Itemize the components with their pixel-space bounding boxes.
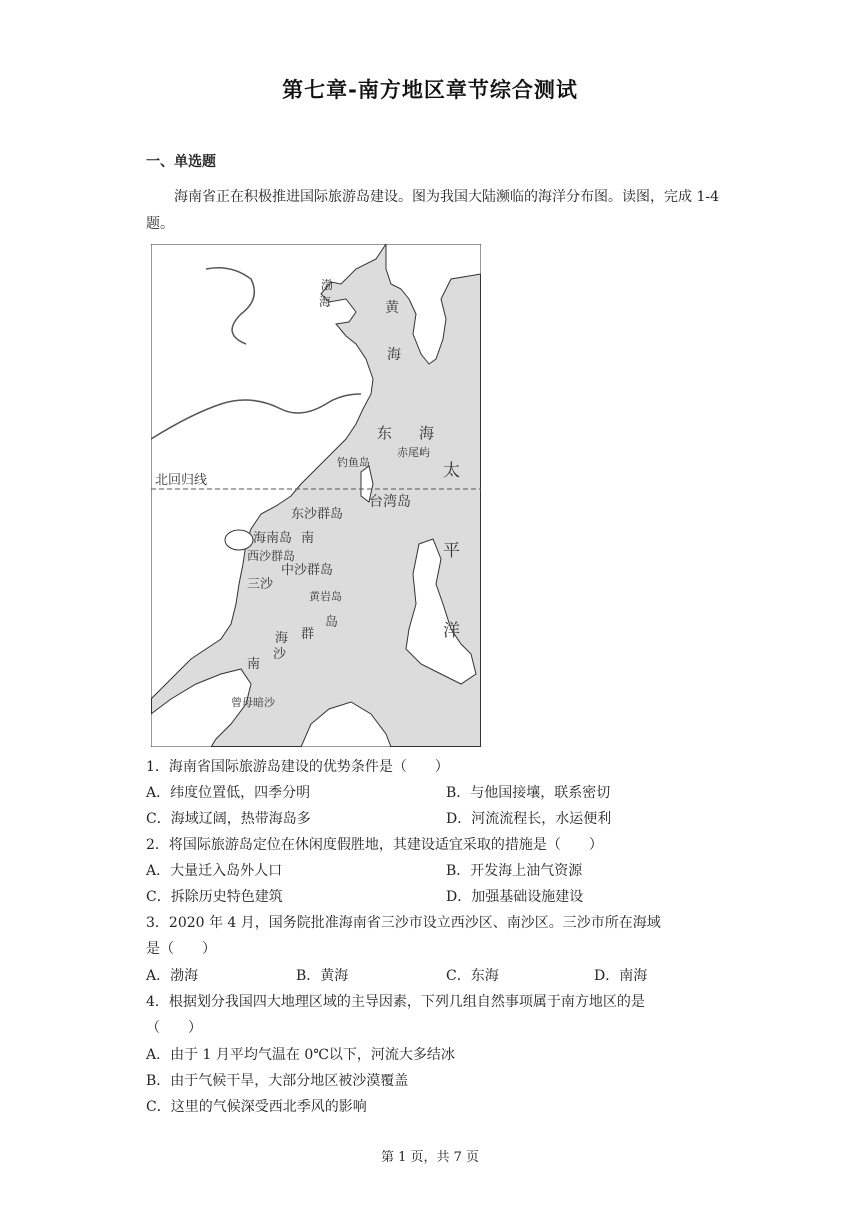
question-4-option-b[interactable]: B．由于气候干旱，大部分地区被沙漠覆盖 [146,1073,409,1089]
section-heading: 一、单选题 [146,154,216,170]
question-3-option-a[interactable]: A．渤海 [146,968,199,984]
page-title: 第七章-南方地区章节综合测试 [282,78,578,102]
map-label-nan2: 南 [247,657,261,672]
question-4-option-a[interactable]: A．由于 1 月平均气温在 0℃以下，河流大多结冰 [146,1047,455,1063]
map-label-chiweiyu: 赤尾屿 [397,446,430,459]
question-2-stem: 2．将国际旅游岛定位在休闲度假胜地，其建设适宜采取的措施是（ ） [146,837,603,853]
map-label-sansha: 三沙 [247,577,274,592]
map-label-ping: 平 [443,541,460,561]
intro-paragraph: 海南省正在积极推进国际旅游岛建设。图为我国大陆濒临的海洋分布图。读图，完成 1-4 题。 [146,189,719,232]
map-label-nan: 南 [301,531,315,546]
map-label-bohai-1: 渤 [321,278,334,292]
question-4-stem-line2: （ ） [146,1020,202,1036]
map-label-taiwan: 台湾岛 [369,494,411,510]
question-4-option-c[interactable]: C．这里的气候深受西北季风的影响 [146,1099,367,1115]
question-4-stem-line1: 4．根据划分我国四大地理区域的主导因素，下列几组自然事项属于南方地区的是 [146,994,645,1010]
question-3-option-b[interactable]: B．黄海 [296,968,349,984]
question-2-option-a[interactable]: A．大量迁入岛外人口 [146,863,283,879]
map-label-huangyan: 黄岩岛 [309,590,342,603]
map-label-qun: 群 [301,627,315,642]
map-label-donghai-1: 东 [377,424,393,442]
question-3-stem-line2: 是（ ） [146,941,216,957]
map-label-sha: 沙 [273,647,287,662]
map-label-yang: 洋 [443,621,460,641]
page-footer: 第 1 页，共 7 页 [380,1150,480,1165]
question-3-option-c[interactable]: C．东海 [446,968,499,984]
map-label-huanghai-2: 海 [387,347,401,363]
map-label-xisha: 西沙群岛 [247,549,296,563]
map-label-zhongsha: 中沙群岛 [281,563,334,578]
map-label-bohai-2: 海 [319,295,332,309]
question-2-option-c[interactable]: C．拆除历史特色建筑 [146,889,283,905]
map-label-tropic: 北回归线 [155,473,208,488]
question-2-option-b[interactable]: B．开发海上油气资源 [446,863,583,879]
map-label-zengmu: 曾母暗沙 [231,696,275,709]
question-1-option-b[interactable]: B．与他国接壤，联系密切 [446,785,611,801]
map-label-huanghai-1: 黄 [385,300,399,316]
map-label-donghai-2: 海 [419,424,435,442]
map-label-dongsha: 东沙群岛 [291,507,344,522]
question-3-stem-line1: 3．2020 年 4 月，国务院批准海南省三沙市设立西沙区、南沙区。三沙市所在海域 [146,915,661,931]
map-label-tai: 太 [443,461,460,481]
question-3-option-d[interactable]: D．南海 [594,968,648,984]
question-1-option-a[interactable]: A．纬度位置低，四季分明 [146,785,311,801]
map-label-hai: 海 [275,631,289,646]
question-1-option-d[interactable]: D．河流流程长，水运便利 [446,811,612,827]
question-1-option-c[interactable]: C．海域辽阔，热带海岛多 [146,811,311,827]
map-label-dao: 岛 [325,615,339,630]
question-1-stem: 1．海南省国际旅游岛建设的优势条件是（ ） [146,759,449,775]
map-label-hainan: 海南岛 [253,531,293,546]
sea-map [151,244,481,747]
question-2-option-d[interactable]: D．加强基础设施建设 [446,889,584,905]
map-label-diaoyudao: 钓鱼岛 [337,456,370,469]
